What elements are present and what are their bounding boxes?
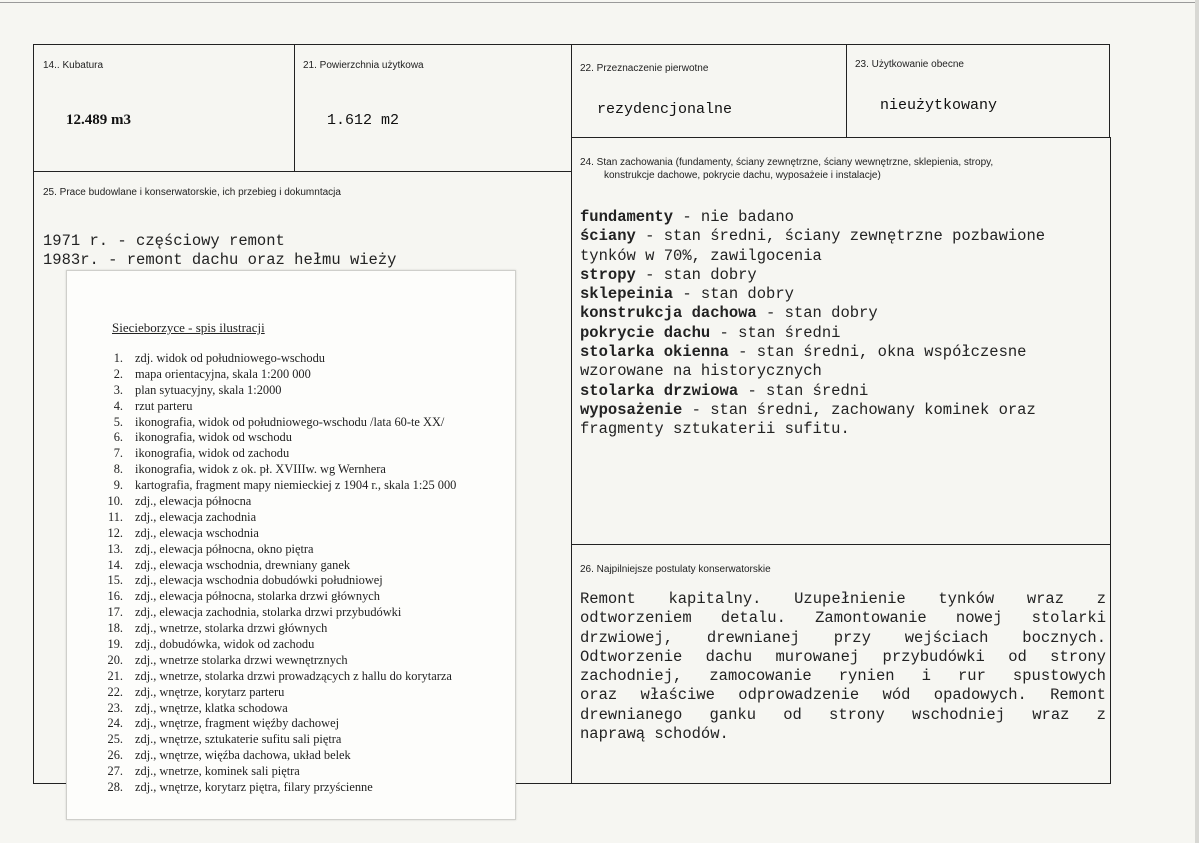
item-number: 20.	[107, 652, 123, 667]
word: wejściach	[904, 628, 989, 647]
field-stan-text	[580, 208, 1104, 440]
item-number: 11.	[107, 509, 123, 524]
list-item	[101, 716, 511, 732]
item-text: zdj., elewacja wschodnia, drewniany ganek	[135, 557, 351, 572]
field-postulaty	[571, 544, 1111, 784]
word: opadowych.	[933, 686, 1027, 705]
stan-line	[580, 343, 1104, 362]
list-item	[101, 526, 511, 542]
item-number: 9.	[113, 478, 123, 493]
word: ganku	[709, 705, 757, 724]
stan-line	[580, 401, 1104, 420]
item-number: 3.	[113, 382, 123, 397]
item-number: 6.	[113, 430, 123, 445]
item-number: 7.	[113, 446, 123, 461]
item-number: 14.	[107, 557, 123, 572]
stan-line	[580, 227, 1104, 246]
field-powierzchnia-value: 1.612 m2	[327, 112, 400, 129]
postulaty-line	[580, 629, 1106, 648]
item-number: 2.	[113, 366, 123, 381]
item-text: zdj., wnętrze, sztukaterie sufitu sali piętra	[135, 732, 342, 747]
item-number: 17.	[107, 605, 123, 620]
stan-term: pokrycie dachu	[580, 323, 711, 342]
list-item	[101, 748, 511, 764]
word: Zamontowanie	[815, 609, 927, 628]
item-number: 8.	[113, 462, 123, 477]
list-item	[101, 383, 511, 399]
item-number: 24.	[107, 716, 123, 731]
word: od	[783, 705, 802, 724]
list-item	[101, 558, 511, 574]
item-text: plan sytuacyjny, skala 1:2000	[135, 382, 282, 397]
list-item	[101, 653, 511, 669]
list-item	[101, 780, 511, 796]
field-przeznaczenie-value: rezydencjonalne	[597, 101, 733, 118]
word: właściwe	[640, 686, 715, 705]
word: i	[921, 667, 931, 686]
word: drewnianej	[706, 628, 800, 647]
field-uzytkowanie-label: 23. Użytkowanie obecne	[855, 59, 964, 70]
stan-line	[580, 266, 1104, 285]
stan-term: wyposażenie	[580, 400, 683, 419]
stan-term: stolarka okienna	[580, 343, 729, 362]
word: przy	[833, 628, 871, 647]
prace-line: 1971 r. - częściowy remont	[43, 232, 285, 250]
attached-illustration-list	[66, 270, 516, 820]
word: wraz	[1026, 590, 1065, 608]
word: zachodniej,	[580, 667, 683, 686]
field-postulaty-label: 26. Najpilniejsze postulaty konserwatorskie	[580, 564, 771, 575]
word: od	[1008, 647, 1027, 666]
word: wschodniej	[912, 705, 1006, 724]
list-item	[101, 589, 511, 605]
word: odtworzeniem	[580, 609, 692, 628]
list-item	[101, 669, 511, 685]
stan-line	[580, 420, 1104, 439]
item-text: zdj. widok od południowego-wschodu	[135, 351, 325, 365]
word: wód	[882, 686, 911, 705]
item-number: 25.	[107, 732, 123, 747]
word: drzwiowej,	[580, 628, 674, 647]
stan-desc: - stan średni, zachowany kominek oraz	[682, 400, 1036, 419]
item-text: zdj., wnętrze, korytarz parteru	[135, 684, 285, 699]
item-number: 1.	[113, 351, 123, 365]
field-kubatura-label: 14.. Kubatura	[43, 60, 104, 71]
item-text: zdj., wnętrze, klatka schodowa	[135, 700, 288, 715]
field-powierzchnia-label: 21. Powierzchnia użytkowa	[303, 60, 424, 71]
field-prace-text	[43, 232, 396, 270]
item-text: zdj., elewacja północna, stolarka drzwi głównych	[135, 589, 380, 604]
stan-desc: - stan średni	[738, 381, 869, 400]
field-postulaty-text	[580, 590, 1106, 744]
stan-desc: tynków w 70%, zawilgocenia	[580, 246, 822, 265]
stan-term: stolarka drzwiowa	[580, 381, 739, 400]
word: Remont	[580, 590, 636, 608]
item-text: zdj., elewacja wschodnia	[135, 525, 259, 540]
illustration-list	[101, 351, 511, 796]
list-item	[101, 573, 511, 589]
item-text: ikonografia, widok od południowego-wschodu /lata 60-te XX/	[135, 414, 445, 429]
list-item	[101, 510, 511, 526]
item-text: ikonografia, widok z ok. pł. XVIIIw. wg Wernhera	[135, 462, 386, 477]
postulaty-line	[580, 667, 1106, 686]
postulaty-line	[580, 648, 1106, 667]
word: oraz	[580, 686, 618, 705]
stan-desc: - stan dobry	[673, 285, 794, 304]
item-text: zdj., wnetrze, kominek sali piętra	[135, 764, 300, 779]
item-number: 21.	[107, 668, 123, 683]
postulaty-line	[580, 686, 1106, 705]
scan-edge	[1195, 0, 1199, 843]
list-item	[101, 621, 511, 637]
list-item	[101, 367, 511, 383]
stan-line	[580, 324, 1104, 343]
word: detalu.	[720, 609, 786, 628]
field-przeznaczenie-label: 22. Przeznaczenie pierwotne	[580, 63, 709, 74]
word: kapitalny.	[668, 590, 762, 608]
word: spustowych	[1012, 667, 1106, 686]
stan-line	[580, 247, 1104, 266]
list-item	[101, 637, 511, 653]
word: Odtworzenie	[580, 647, 683, 666]
item-number: 5.	[113, 414, 123, 429]
word: stolarki	[1031, 609, 1106, 628]
item-number: 27.	[107, 764, 123, 779]
field-stan	[571, 137, 1111, 545]
item-text: zdj., wnetrze, stolarka drzwi głównych	[135, 621, 328, 636]
field-powierzchnia	[294, 44, 572, 172]
list-item	[101, 605, 511, 621]
word: z	[1096, 590, 1106, 608]
scan-top-line	[0, 2, 1199, 3]
stan-desc: - stan dobry	[635, 265, 757, 284]
item-text: mapa orientacyjna, skala 1:200 000	[135, 366, 311, 381]
prace-line: 1983r. - remont dachu oraz hełmu wieży	[43, 251, 397, 269]
list-item	[101, 542, 511, 558]
stan-line	[580, 362, 1104, 381]
stan-desc: - stan średni, ściany zewnętrzne pozbawione	[635, 227, 1046, 246]
field-przeznaczenie	[571, 44, 847, 138]
item-number: 19.	[107, 637, 123, 652]
field-uzytkowanie-value: nieużytkowany	[880, 97, 998, 114]
item-text: zdj., elewacja północna	[135, 494, 252, 509]
word: nowej	[955, 609, 1003, 628]
field-prace-label: 25. Prace budowlane i konserwatorskie, ich przebieg i dokumntacja	[43, 187, 341, 198]
list-item	[101, 764, 511, 780]
word: rur	[957, 667, 986, 686]
item-text: kartografia, fragment mapy niemieckiej z 1904 r., skala 1:25 000	[135, 478, 457, 493]
stan-line	[580, 285, 1104, 304]
word: wraz	[1032, 705, 1070, 724]
item-text: rzut parteru	[135, 398, 193, 413]
item-text: zdj., wnętrze, więźba dachowa, układ belek	[135, 748, 351, 763]
postulaty-line	[580, 590, 1106, 609]
stan-term: ściany	[580, 227, 636, 246]
stan-term: fundamenty	[580, 208, 674, 226]
list-item	[101, 685, 511, 701]
list-item	[101, 446, 511, 462]
word: tynków	[938, 590, 995, 608]
postulaty-line: naprawą schodów.	[580, 725, 729, 744]
stan-desc: fragmenty sztukaterii sufitu.	[580, 420, 850, 439]
item-text: zdj., wnetrze, stolarka drzwi prowadzących z hallu do korytarza	[135, 668, 452, 683]
word: strony	[829, 705, 885, 724]
field-stan-label-1: 24. Stan zachowania (fundamenty, ściany zewnętrzne, ściany wewnętrzne, sklepienia, stropy,	[580, 157, 994, 168]
list-item	[101, 351, 511, 367]
list-item	[101, 415, 511, 431]
word: przybudówki	[882, 647, 985, 666]
stan-line	[580, 304, 1104, 323]
item-text: ikonografia, widok od zachodu	[135, 446, 290, 461]
item-number: 10.	[107, 494, 123, 509]
postulaty-line	[580, 609, 1106, 628]
stan-desc: - nie badano	[673, 208, 794, 226]
word: drewnianego	[580, 705, 683, 724]
list-item	[101, 478, 511, 494]
list-item	[101, 430, 511, 446]
word: odprowadzenie	[738, 686, 860, 705]
list-item	[101, 494, 511, 510]
stan-desc: - stan średni, okna współczesne	[728, 343, 1027, 362]
item-number: 28.	[107, 780, 123, 795]
item-number: 4.	[113, 398, 123, 413]
postulaty-line	[580, 706, 1106, 725]
stan-term: sklepeinia	[580, 285, 674, 304]
item-text: zdj., wnętrze, korytarz piętra, filary przyścienne	[135, 780, 373, 795]
item-number: 13.	[107, 541, 123, 556]
stan-term: stropy	[580, 265, 636, 284]
list-item	[101, 732, 511, 748]
item-text: zdj., elewacja zachodnia, stolarka drzwi przybudówki	[135, 605, 402, 620]
list-item	[101, 399, 511, 415]
word: dachu	[705, 647, 753, 666]
field-kubatura-value: 12.489 m3	[66, 112, 131, 128]
item-text: zdj., elewacja zachodnia	[135, 509, 257, 524]
item-number: 22.	[107, 684, 123, 699]
word: Uzupełnienie	[794, 590, 906, 608]
item-number: 15.	[107, 573, 123, 588]
item-text: zdj., elewacja wschodnia dobudówki południowej	[135, 573, 383, 588]
item-text: zdj., elewacja północna, okno piętra	[135, 541, 314, 556]
item-number: 12.	[107, 525, 123, 540]
word: strony	[1050, 647, 1106, 666]
item-number: 18.	[107, 621, 123, 636]
item-text: zdj., dobudówka, widok od zachodu	[135, 637, 315, 652]
word: bocznych.	[1022, 628, 1106, 647]
field-stan-label-2: konstrukcje dachowe, pokrycie dachu, wyposażeie i instalacje)	[604, 170, 881, 181]
item-text: zdj., wnętrze, fragment więźby dachowej	[135, 716, 340, 731]
word: Remont	[1050, 686, 1106, 705]
item-text: ikonografia, widok od wschodu	[135, 430, 292, 445]
stan-desc: - stan dobry	[756, 304, 878, 323]
item-number: 16.	[107, 589, 123, 604]
stan-line	[580, 208, 1104, 227]
list-item	[101, 701, 511, 717]
illustration-list-title: Siecieborzyce - spis ilustracji	[112, 320, 265, 335]
stan-desc: - stan średni	[710, 323, 841, 342]
stan-term: konstrukcja dachowa	[580, 304, 757, 323]
item-text: zdj., wnetrze stolarka drzwi wewnętrznych	[135, 652, 348, 667]
word: zamocowanie	[709, 667, 812, 686]
word: murowanej	[775, 647, 860, 666]
field-uzytkowanie	[846, 44, 1110, 138]
word: z	[1096, 705, 1106, 724]
item-number: 23.	[107, 700, 123, 715]
stan-line	[580, 382, 1104, 401]
list-item	[101, 462, 511, 478]
stan-desc: wzorowane na historycznych	[580, 362, 822, 381]
word: rynien	[838, 667, 895, 686]
item-number: 26.	[107, 748, 123, 763]
field-kubatura	[33, 44, 295, 172]
